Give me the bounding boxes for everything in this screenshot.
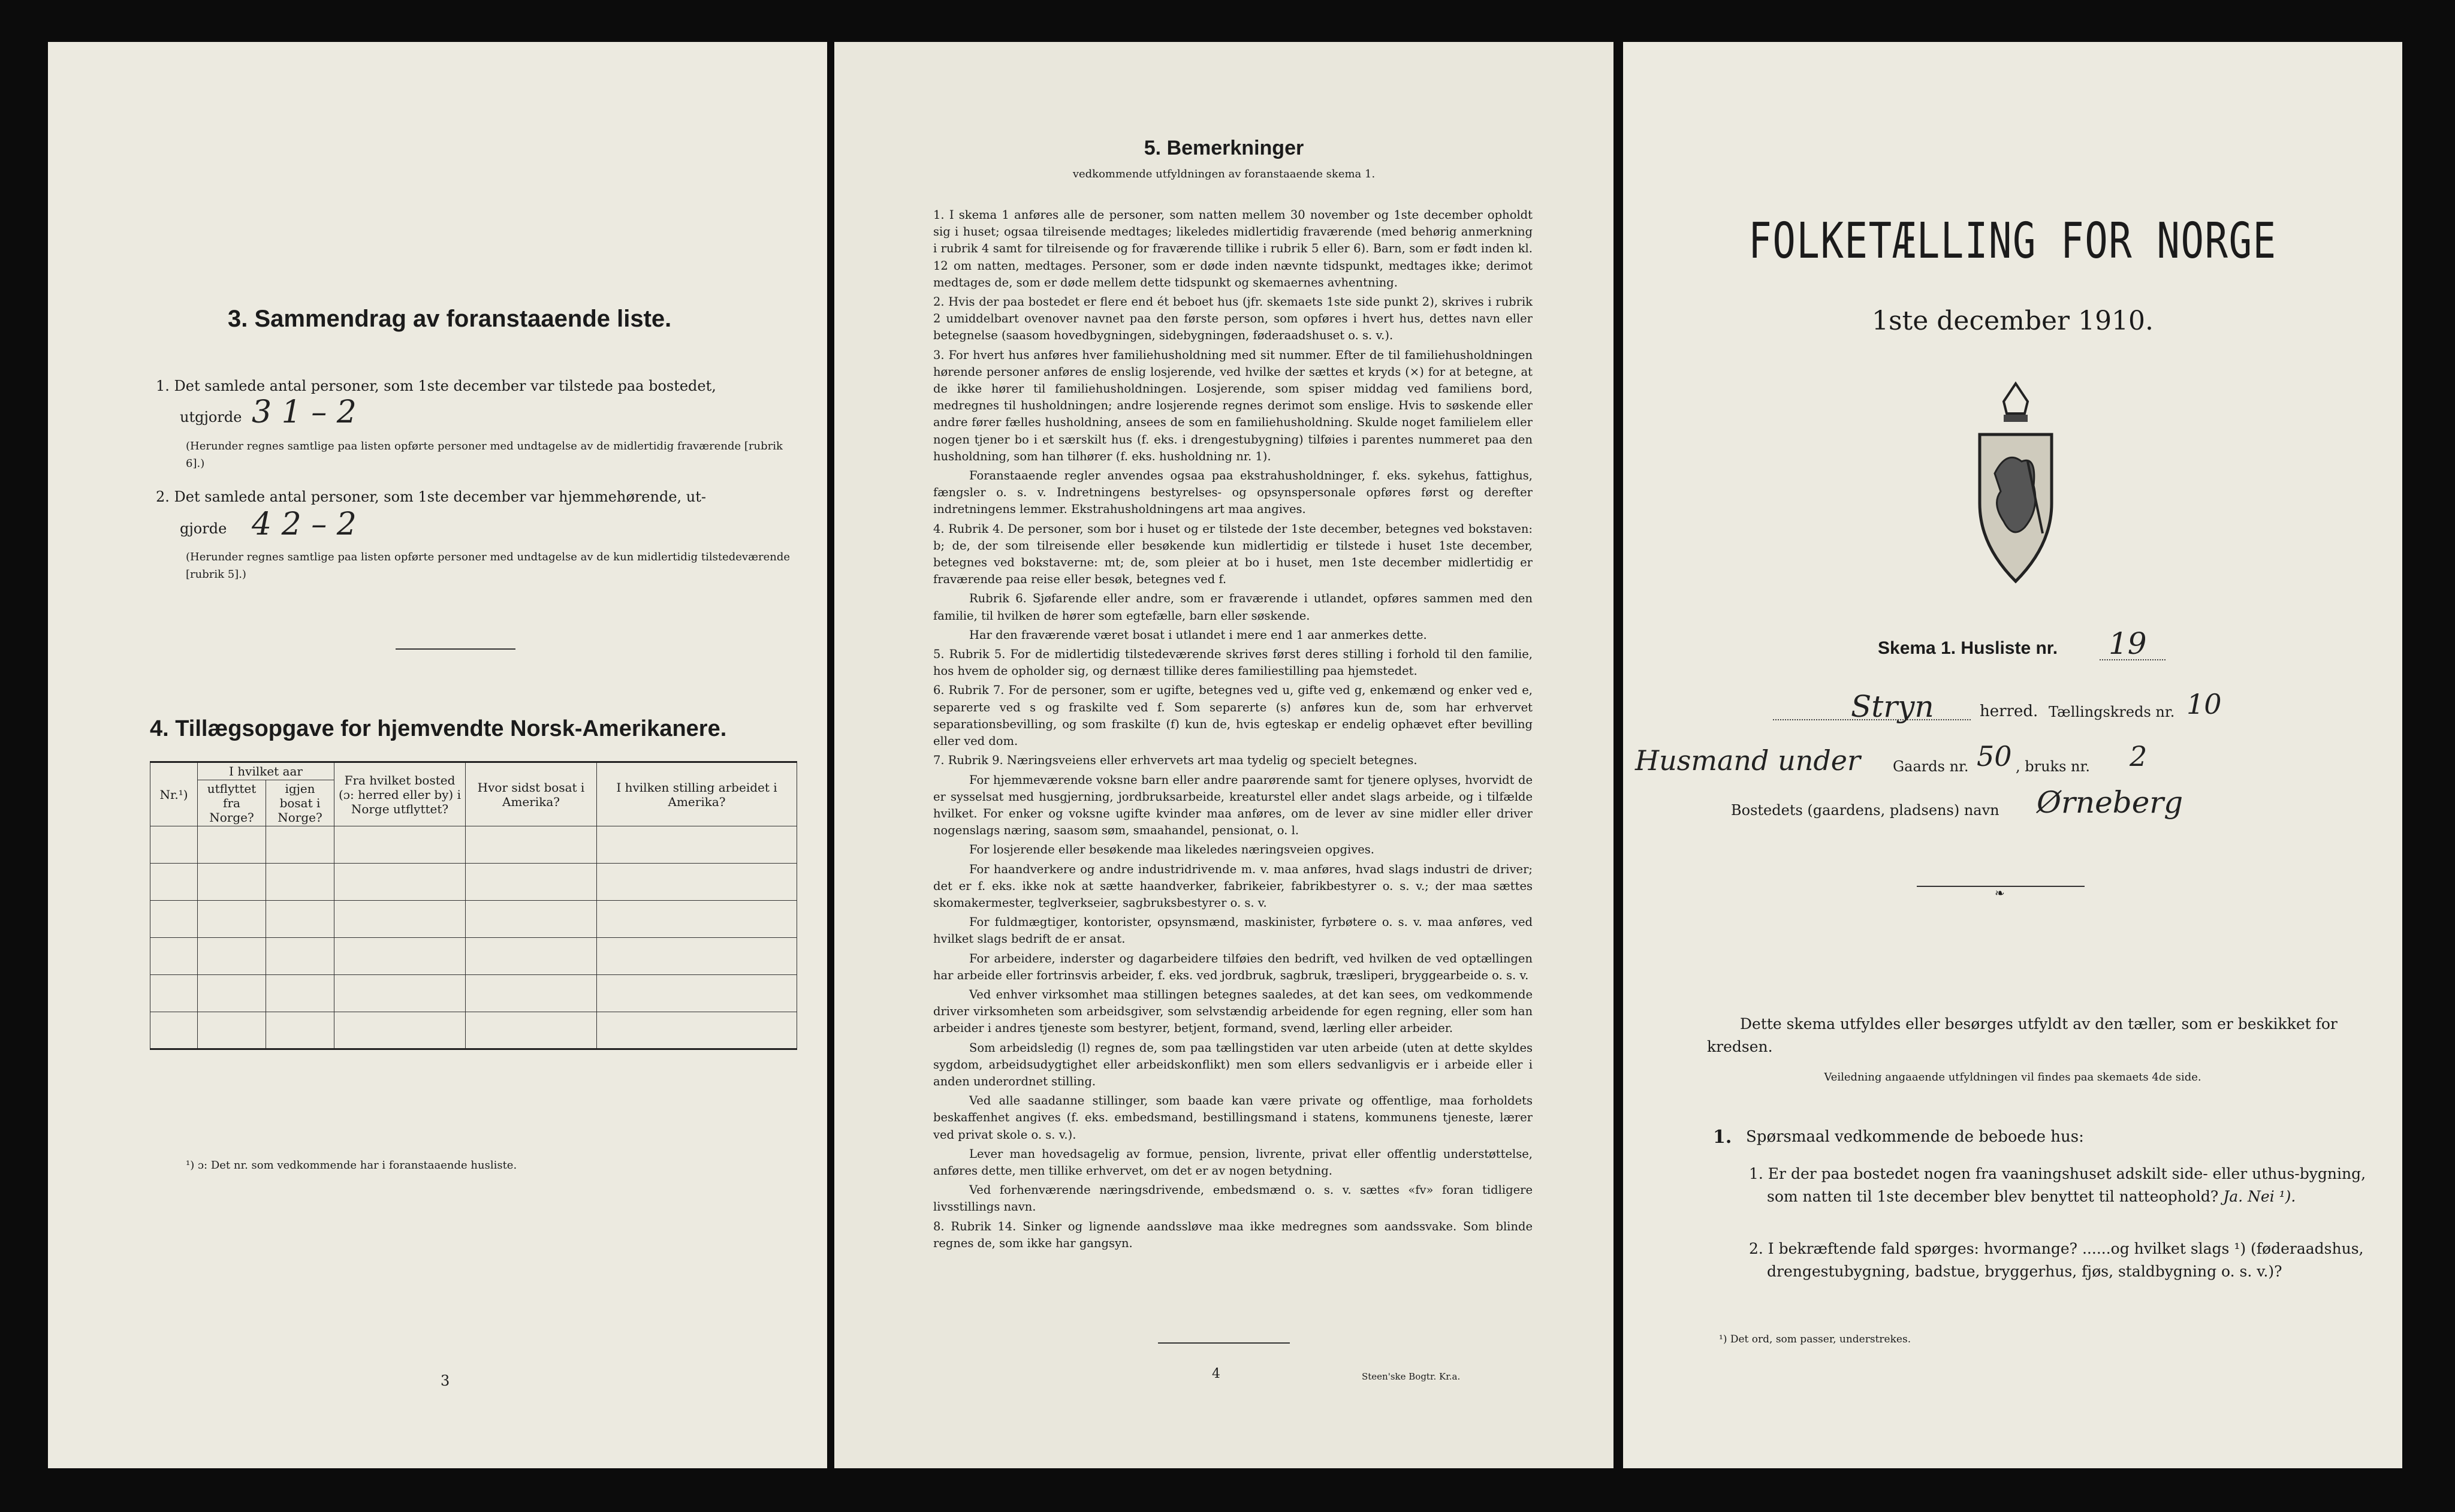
- remark-paragraph: 8. Rubrik 14. Sinker og lignende aandssløve maa ikke medregnes som aandssvake. Som blinde regnes de, som ikke har gangsyn.: [933, 1219, 1533, 1250]
- item1-handwritten-count: 3 1 – 2: [252, 394, 357, 430]
- table-cell: [198, 975, 266, 1012]
- remark-paragraph: Ved enhver virksomhet maa stillingen betegnes saaledes, at det kan sees, om vedkommende driver virksomheten som arbeidsgiver, som selvstændig arbeidende for egen regning, eller som han arbeider i andres tjeneste som bestyrer, betjent, formand, svend, lærling eller arbeider.: [933, 987, 1533, 1036]
- remark-paragraph: For haandverkere og andre industridrivende m. v. maa anføres, hvad slags industri de driver; det er f. eks. ikke nok at sætte haandverker, fabrikeier, fabrikbestyrer o. s. v.; der maa sættes skomakermester, teglverkseier, sagbruksbestyrer o. s. v.: [933, 862, 1533, 910]
- table-cell: [597, 1012, 797, 1049]
- table-cell: [266, 975, 334, 1012]
- table-cell: [198, 938, 266, 975]
- table-cell: [198, 1012, 266, 1049]
- remark-paragraph: 6. Rubrik 7. For de personer, som er ugifte, betegnes ved u, gifte ved g, enkemænd og enker ved e, separerte ved s og fraskilte ved f. Som separerte (s) anføres kun de, som har erhvervet separationsbevilling, og som fraskilte (f) kun de, hvis egteskap er endelig ophævet efter bevilling eller ved dom.: [933, 683, 1533, 749]
- remark-paragraph: For hjemmeværende voksne barn eller andre paarørende samt for tjenere oplyses, hvorvidt de er sysselsat med husgjerning, jordbruksarbeide, kreaturstel eller andet slags arbeide, og i tilfælde hvilket. For enker og voksne ugifte kvinder maa anføres, om de lever av sine midler eller driver nogenslags næring, saasom søm, smaahandel, pensionat, o. l.: [933, 772, 1533, 838]
- census-date: 1ste december 1910.: [1871, 306, 2154, 336]
- table-cell: [334, 975, 466, 1012]
- middle-page: [834, 42, 1613, 1468]
- remark-paragraph: 5. Rubrik 5. For de midlertidig tilstedeværende skrives først deres stilling i forhold til den familie, hos hvem de opholder sig, og dernæst tillike deres familiestilling paa hjemstedet.: [933, 647, 1533, 678]
- col-fra-bosted: Fra hvilket bosted (ɔ: herred eller by) i Norge utflyttet?: [334, 762, 466, 826]
- kreds-label: Tællingskreds nr.: [2049, 704, 2175, 720]
- table-cell: [198, 864, 266, 901]
- remark-paragraph: Som arbeidsledig (l) regnes de, som paa tællingstiden var uten arbeide (uten at dette skyldes sygdom, arbeidsudygtighet eller arbeidskonflikt) men som ellers sedvanligvis er i arbeide eller i anden underordnet stilling.: [933, 1040, 1533, 1088]
- remarks-title: 5. Bemerkninger: [1144, 137, 1304, 159]
- table-cell: [266, 826, 334, 864]
- remarks-subtitle: vedkommende utfyldningen av foranstaaende skema 1.: [1072, 168, 1376, 180]
- table-cell: [266, 1012, 334, 1049]
- col-stilling: I hvilken stilling arbeidet i Amerika?: [597, 762, 797, 826]
- questions-title: Spørsmaal vedkommende de beboede hus:: [1746, 1128, 2084, 1146]
- col-nr: Nr.¹): [150, 762, 198, 826]
- page-number: 3: [441, 1372, 450, 1389]
- herred-label: herred.: [1980, 702, 2038, 720]
- page-number: 4: [1212, 1366, 1220, 1381]
- remark-paragraph: 2. Hvis der paa bostedet er flere end ét beboet hus (jfr. skemaets 1ste side punkt 2), skrives i rubrik 2 umiddelbart ovenover navnet paa den første person, som opføres i hvert hus, dettes navn eller betegnelse (saasom hovedbygningen, sidebygningen, føderaadshuset o. s. v.).: [933, 295, 1533, 343]
- table-cell: [266, 901, 334, 938]
- table-cell: [334, 901, 466, 938]
- herred-value: Stryn: [1851, 689, 1934, 724]
- remark-paragraph: For losjerende eller besøkende maa likeledes næringsveien opgives.: [969, 843, 1374, 857]
- gaards-label: Gaards nr.: [1893, 758, 1969, 775]
- table-cell: [466, 938, 597, 975]
- husliste-number: 19: [2109, 626, 2147, 661]
- bosted-label: Bostedets (gaardens, pladsens) navn: [1731, 802, 1999, 819]
- table-cell: [334, 938, 466, 975]
- table-cell: [198, 826, 266, 864]
- table-cell: [466, 864, 597, 901]
- table-cell: [334, 1012, 466, 1049]
- item2-prefix: gjorde: [180, 520, 227, 537]
- questions-number: 1.: [1713, 1127, 1732, 1148]
- table-cell: [466, 826, 597, 864]
- item1-prefix: utgjorde: [180, 409, 242, 425]
- table-cell: [266, 864, 334, 901]
- divider: [1158, 1342, 1290, 1344]
- table-cell: [150, 901, 198, 938]
- item2-note: (Herunder regnes samtlige paa listen opførte personer med undtagelse av de kun midlertidig tilstedeværende [rubrik 5].): [186, 551, 791, 581]
- gaards-value: 50: [1977, 740, 2012, 772]
- left-page: [48, 42, 827, 1468]
- right-footnote: ¹) Det ord, som passer, understrekes.: [1719, 1333, 1911, 1345]
- summary-item-1: 1. Det samlede antal personer, som 1ste december var tilstede paa bostedet,: [156, 378, 716, 394]
- question-1-text: 1. Er der paa bostedet nogen fra vaaningshuset adskilt side- eller uthus-bygning, som natten til 1ste december blev benyttet til natteophold?: [1749, 1165, 2366, 1205]
- remark-paragraph: Ved alle saadanne stillinger, som baade kan være private og offentlige, maa forholdets beskaffenhet angives (f. eks. embedsmand, bestillingsmand i statens, kommunens tjeneste, lærer ved privat skole o. s. v.).: [933, 1094, 1533, 1142]
- table-footnote: ¹) ɔ: Det nr. som vedkommende har i foranstaaende husliste.: [186, 1159, 517, 1172]
- table-cell: [198, 901, 266, 938]
- item1-note: (Herunder regnes samtlige paa listen opførte personer med undtagelse av de midlertidig fraværende [rubrik 6].): [186, 440, 783, 470]
- remark-paragraph: 1. I skema 1 anføres alle de personer, som natten mellem 30 november og 1ste december opholdt sig i huset; ogsaa tilreisende medtages; likeledes midlertidig fraværende (med behørig anmerkning i rubrik 4 samt for tilreisende og for fraværende tillike i rubrik 5 eller 6). Barn, som er født inden kl. 12 om natten, medtages. Personer, som er døde inden nævnte tidspunkt, medtages ikke; derimot medtages de, som er døde mellem dette tidspunkt og skemaernes avhentning.: [933, 208, 1533, 289]
- remark-paragraph: Rubrik 6. Sjøfarende eller andre, som er fraværende i utlandet, opføres sammen med den familie, til hvilken de hører som egtefælle, barn eller søskende.: [933, 591, 1533, 623]
- table-cell: [466, 901, 597, 938]
- form-title: FOLKETÆLLING FOR NORGE: [1748, 213, 2277, 270]
- remark-paragraph: For fuldmægtiger, kontorister, opsynsmænd, maskinister, fyrbøtere o. s. v. maa anføres, ved hvilket slags bedrift de er ansat.: [933, 915, 1533, 946]
- divider: [396, 648, 515, 650]
- col-igjen: igjen bosat i Norge?: [266, 780, 334, 826]
- bruks-value: 2: [2130, 740, 2148, 772]
- table-cell: [597, 901, 797, 938]
- table-cell: [150, 1012, 198, 1049]
- husliste-line: [2100, 659, 2166, 660]
- table-cell: [334, 864, 466, 901]
- table-cell: [150, 826, 198, 864]
- section4-title: 4. Tillægsopgave for hjemvendte Norsk-Amerikanere.: [150, 716, 727, 741]
- table-cell: [150, 975, 198, 1012]
- instruction-note: Veiledning angaaende utfyldningen vil findes paa skemaets 4de side.: [1824, 1071, 2201, 1084]
- table-cell: [466, 975, 597, 1012]
- item2-handwritten-count: 4 2 – 2: [252, 506, 357, 542]
- kreds-value: 10: [2186, 688, 2222, 720]
- table-cell: [597, 864, 797, 901]
- remark-paragraph: Foranstaaende regler anvendes ogsaa paa ekstrahusholdninger, f. eks. sykehus, fattighus, fængsler o. s. v. Indretningens bestyrelses- og opsynspersonale opføres først og derefter indretningens lemmer. Ekstrahusholdningens art maa angives.: [933, 469, 1533, 517]
- table-cell: [334, 826, 466, 864]
- remark-paragraph: Lever man hovedsagelig av formue, pension, livrente, privat eller offentlig understøttelse, anføres dette, men tillike erhvervet, om det er av nogen betydning.: [933, 1146, 1533, 1178]
- table-cell: [597, 975, 797, 1012]
- table-cell: [266, 938, 334, 975]
- question-1: [1749, 1163, 2390, 1208]
- question-2: 2. I bekræftende fald spørges: hvormange? ......og hvilket slags ¹) (føderaadshus, drengestubygning, badstue, bryggerhus, fjøs, staldbygning o. s. v.)?: [1749, 1240, 2364, 1280]
- remarks-body: [933, 207, 1533, 1254]
- instruction-text: Dette skema utfyldes eller besørges utfyldt av den tæller, som er beskikket for kredsen.: [1707, 1015, 2338, 1055]
- ornament-icon: ❧: [1995, 886, 2005, 900]
- printer-mark: Steen'ske Bogtr. Kr.a.: [1362, 1371, 1461, 1382]
- remark-paragraph: 7. Rubrik 9. Næringsveiens eller erhvervets art maa tydelig og specielt betegnes.: [933, 753, 1417, 768]
- table-cell: [597, 938, 797, 975]
- table-cell: [597, 826, 797, 864]
- remark-paragraph: 4. Rubrik 4. De personer, som bor i huset og er tilstede der 1ste december, betegnes ved bokstaven: b; de, der som tilreisende eller besøkende kun midlertidig er tilstede i huset 1ste december, betegnes ved bokstaverne: mt; de, som pleier at bo i huset, men 1ste december midlertidig er fraværende paa reise eller besøk, betegnes ved f.: [933, 521, 1533, 587]
- remark-paragraph: 3. For hvert hus anføres hver familiehusholdning med sit nummer. Efter de til familiehusholdningen hørende personer anføres de enslig losjerende, ved hvilke der sættes et kryds (×) for at betegne, at de ikke hører til familiehusholdningen. Losjerende, som spiser middag ved familiens bord, medregnes til husholdningen; andre losjerende regnes derimot som enslige. Hvis to søskende eller andre fører fælles husholdning, ansees de som en familiehusholdning. Skulde noget familielem eller nogen tjener bo i et særskilt hus (f. eks. i drengestubygning) tilføies i parentes nummeret paa den husholdning, som han tilhører (f. eks. husholdning nr. 1).: [933, 348, 1533, 463]
- summary-item-2: 2. Det samlede antal personer, som 1ste december var hjemmehørende, ut-: [156, 488, 706, 505]
- right-page: [1623, 42, 2402, 1468]
- table-cell: [150, 864, 198, 901]
- section3-title: 3. Sammendrag av foranstaaende liste.: [228, 306, 672, 332]
- col-hvor-sidst: Hvor sidst bosat i Amerika?: [466, 762, 597, 826]
- table-cell: [150, 938, 198, 975]
- bosted-value: Ørneberg: [2037, 785, 2183, 820]
- table-cell: [466, 1012, 597, 1049]
- col-utflyttet: utflyttet fra Norge?: [198, 780, 266, 826]
- remark-paragraph: Ved forhenværende næringsdrivende, embedsmænd o. s. v. sættes «fv» foran tidligere livsstillings navn.: [933, 1183, 1533, 1214]
- remark-paragraph: For arbeidere, inderster og dagarbeidere tilføies den bedrift, ved hvilken de ved optællingen har arbeide eller fortrinsvis arbeider, f. eks. ved jordbruk, sagbruk, træsliperi, bryggearbeide o. s. v.: [933, 951, 1533, 982]
- question-1-answer: Ja. Nei ¹).: [2223, 1188, 2296, 1205]
- husmand-handwritten: Husmand under: [1635, 744, 1860, 777]
- norsk-amerikanere-table: [150, 761, 797, 1050]
- skema-label: Skema 1. Husliste nr.: [1878, 638, 2058, 658]
- remark-paragraph: Har den fraværende været bosat i utlandet i mere end 1 aar anmerkes dette.: [969, 627, 1427, 642]
- bruks-label: , bruks nr.: [2016, 758, 2090, 775]
- coat-of-arms-icon: [1971, 378, 2061, 593]
- col-group-year: I hvilket aar: [198, 762, 334, 780]
